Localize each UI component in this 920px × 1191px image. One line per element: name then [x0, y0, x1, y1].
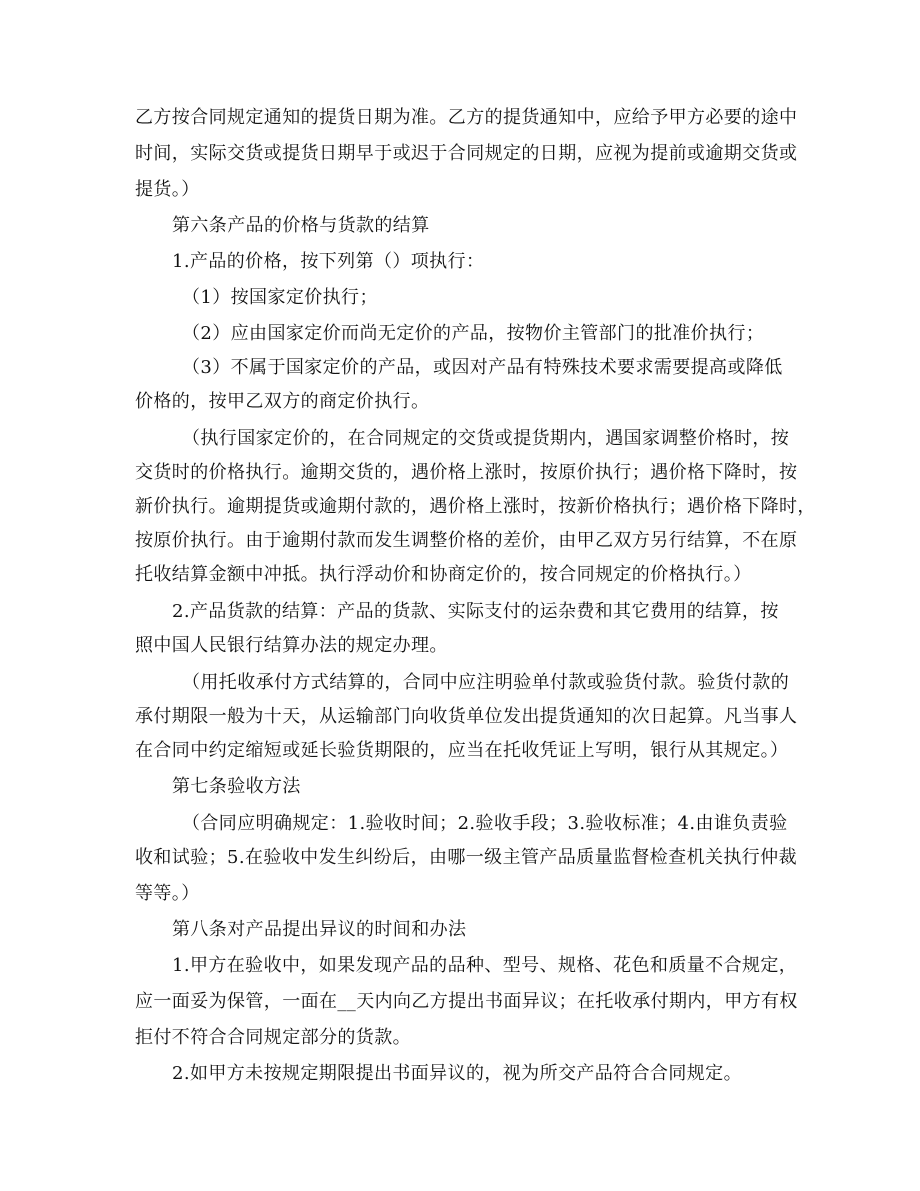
text-line: 照中国人民银行结算办法的规定办理。	[135, 635, 448, 656]
text-line: 交货时的价格执行。逾期交货的，遇价格上涨时，按原价执行；遇价格下降时，按	[135, 462, 798, 483]
text-line: 托收结算金额中冲抵。执行浮动价和协商定价的，按合同规定的价格执行。）	[135, 564, 752, 585]
text-line: 时间，实际交货或提货日期早于或迟于合同规定的日期，应视为提前或逾期交货或	[135, 143, 798, 164]
text-line: 提货。）	[135, 179, 200, 200]
text-line: （1）按国家定价执行；	[182, 287, 378, 308]
text-line: （3）不属于国家定价的产品，或因对产品有特殊技术要求需要提高或降低	[182, 357, 783, 378]
text-line: 在合同中约定缩短或延长验货期限的，应当在托收凭证上写明，银行从其规定。）	[135, 740, 789, 761]
text-line: 按原价执行。由于逾期付款而发生调整价格的差价，由甲乙双方另行结算，不在原	[135, 530, 798, 551]
text-line: （合同应明确规定：1.验收时间；2.验收手段；3.验收标准；4.由谁负责验	[182, 813, 788, 834]
text-line: 承付期限一般为十天，从运输部门向收货单位发出提货通知的次日起算。凡当事人	[135, 706, 798, 727]
text-line: （2）应由国家定价而尚无定价的产品，按物价主管部门的批准价执行；	[182, 323, 765, 344]
text-line: （用托收承付方式结算的，合同中应注明验单付款或验货付款。验货付款的	[182, 672, 790, 693]
text-line: 乙方按合同规定通知的提货日期为准。乙方的提货通知中，应给予甲方必要的途中	[135, 107, 798, 128]
section-heading: 第八条对产品提出异议的时间和办法	[172, 919, 467, 940]
text-line: （执行国家定价的，在合同规定的交货或提货期内，遇国家调整价格时，按	[182, 428, 790, 449]
text-line: 2.产品货款的结算：产品的货款、实际支付的运杂费和其它费用的结算，按	[172, 601, 779, 622]
section-heading: 第六条产品的价格与货款的结算	[172, 215, 430, 236]
text-line: 收和试验；5.在验收中发生纠纷后，由哪一级主管产品质量监督检查机关执行仲裁	[135, 847, 797, 868]
section-heading: 第七条验收方法	[172, 776, 301, 797]
text-line: 等等。）	[135, 883, 200, 904]
text-line: 新价执行。逾期提货或逾期付款的，遇价格上涨时，按新价格执行；遇价格下降时，	[135, 496, 816, 517]
text-line: 1.产品的价格，按下列第（）项执行：	[172, 251, 485, 272]
text-line: 拒付不符合合同规定部分的货款。	[135, 1027, 411, 1048]
text-line: 1.甲方在验收中，如果发现产品的品种、型号、规格、花色和质量不合规定，	[172, 955, 798, 976]
text-line: 应一面妥为保管，一面在__天内向乙方提出书面异议；在托收承付期内，甲方有权	[135, 991, 798, 1012]
text-line: 价格的，按甲乙双方的商定价执行。	[135, 391, 430, 412]
text-line: 2.如甲方未按规定期限提出书面异议的，视为所交产品符合合同规定。	[172, 1063, 742, 1084]
